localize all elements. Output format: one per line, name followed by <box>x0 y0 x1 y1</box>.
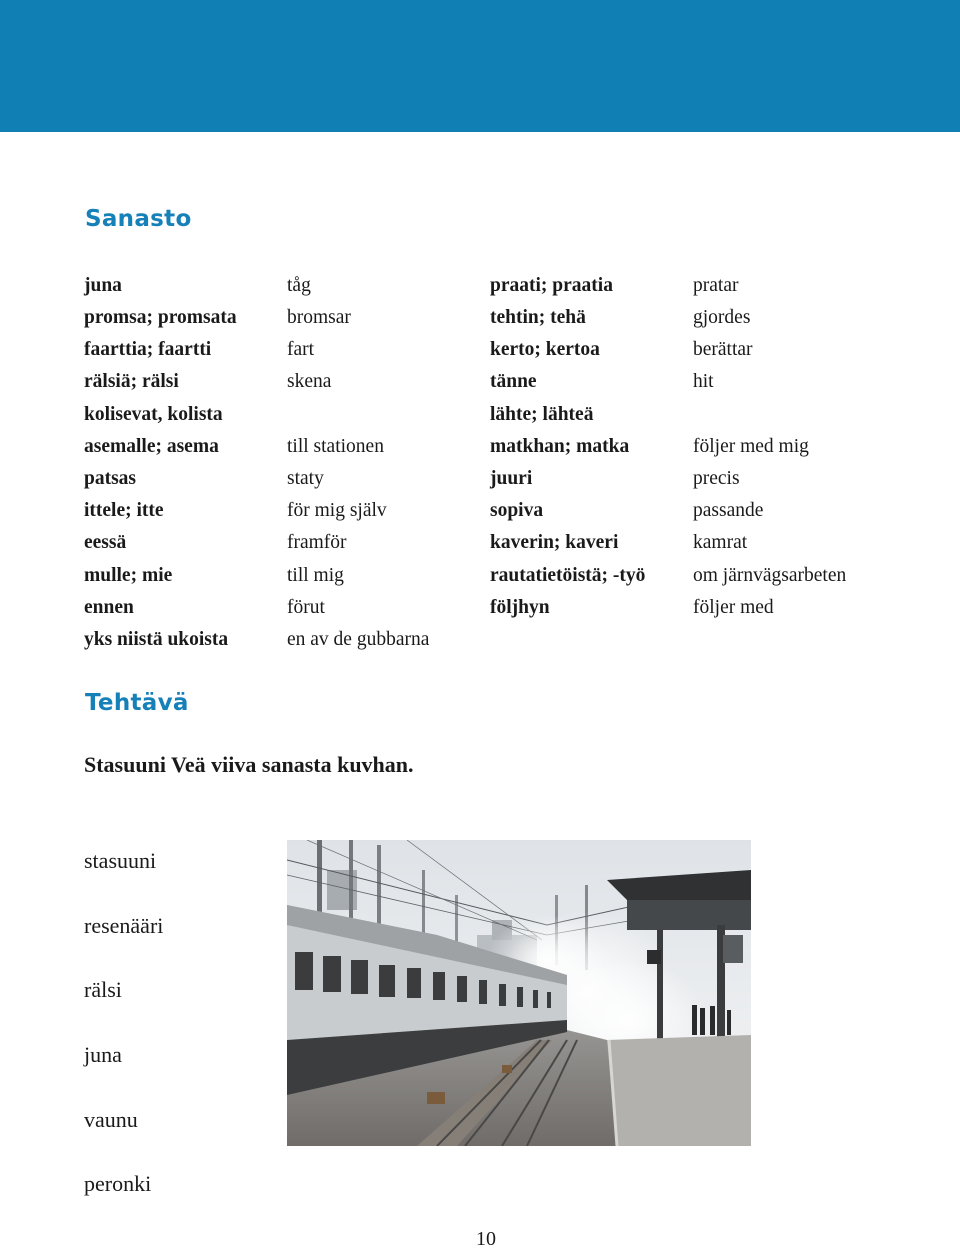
finnish-word: lähte; lähteä <box>490 404 594 425</box>
swedish-translation: till mig <box>287 565 344 586</box>
swedish-translation: följer med <box>693 597 774 618</box>
swedish-translation: kamrat <box>693 532 748 553</box>
swedish-translation: fart <box>287 339 315 360</box>
swedish-translation: till stationen <box>287 436 384 457</box>
finnish-word: kolisevat, kolista <box>84 404 223 425</box>
finnish-word: juna <box>84 275 122 296</box>
swedish-translation: staty <box>287 468 324 489</box>
finnish-word: tehtin; tehä <box>490 307 586 328</box>
train-photo-illustration <box>287 840 751 1146</box>
finnish-word: matkhan; matka <box>490 436 630 457</box>
swedish-translation: framför <box>287 532 347 553</box>
swedish-translation: berättar <box>693 339 753 360</box>
finnish-word: kerto; kertoa <box>490 339 600 360</box>
word-stasuuni[interactable]: stasuuni <box>84 848 157 873</box>
word-vaunu[interactable]: vaunu <box>84 1107 138 1132</box>
swedish-translation: om järnvägsarbeten <box>693 565 847 586</box>
word-peronki[interactable]: peronki <box>84 1171 152 1196</box>
word-juna[interactable]: juna <box>84 1042 122 1067</box>
finnish-word: rautatietöistä; -työ <box>490 565 646 586</box>
finnish-word: rälsiä; rälsi <box>84 371 179 392</box>
swedish-translation: för mig själv <box>287 500 387 521</box>
finnish-word: följhyn <box>490 597 550 618</box>
finnish-word: promsa; promsata <box>84 307 237 328</box>
finnish-word: sopiva <box>490 500 544 521</box>
finnish-word: kaverin; kaveri <box>490 532 619 553</box>
finnish-word: yks niistä ukoista <box>84 629 229 650</box>
swedish-translation: gjordes <box>693 307 751 328</box>
vocabulary-heading: Sanasto <box>85 206 192 232</box>
finnish-word: tänne <box>490 371 537 392</box>
swedish-translation: passande <box>693 500 764 521</box>
task-instruction: Stasuuni Veä viiva sanasta kuvhan. <box>84 752 414 777</box>
finnish-word: mulle; mie <box>84 565 173 586</box>
finnish-word: asemalle; asema <box>84 436 219 457</box>
finnish-word: patsas <box>84 468 137 489</box>
word-resenaari[interactable]: resenääri <box>84 913 164 938</box>
finnish-word: eessä <box>84 532 127 553</box>
swedish-translation: skena <box>287 371 332 392</box>
swedish-translation: följer med mig <box>693 436 809 457</box>
train-station-photo[interactable] <box>287 840 751 1146</box>
finnish-word: praati; praatia <box>490 275 613 296</box>
swedish-translation: tåg <box>287 275 311 296</box>
swedish-translation: bromsar <box>287 307 351 328</box>
header-color-band <box>0 0 960 132</box>
word-ralsi[interactable]: rälsi <box>84 977 122 1002</box>
finnish-word: juuri <box>490 468 533 489</box>
task-heading: Tehtävä <box>85 690 189 716</box>
page-number: 10 <box>476 1228 496 1250</box>
finnish-word: ennen <box>84 597 134 618</box>
swedish-translation: precis <box>693 468 740 489</box>
finnish-word: ittele; itte <box>84 500 164 521</box>
swedish-translation: förut <box>287 597 325 618</box>
swedish-translation: hit <box>693 371 714 392</box>
swedish-translation: pratar <box>693 275 739 296</box>
swedish-translation: en av de gubbarna <box>287 629 430 650</box>
finnish-word: faarttia; faartti <box>84 339 212 360</box>
